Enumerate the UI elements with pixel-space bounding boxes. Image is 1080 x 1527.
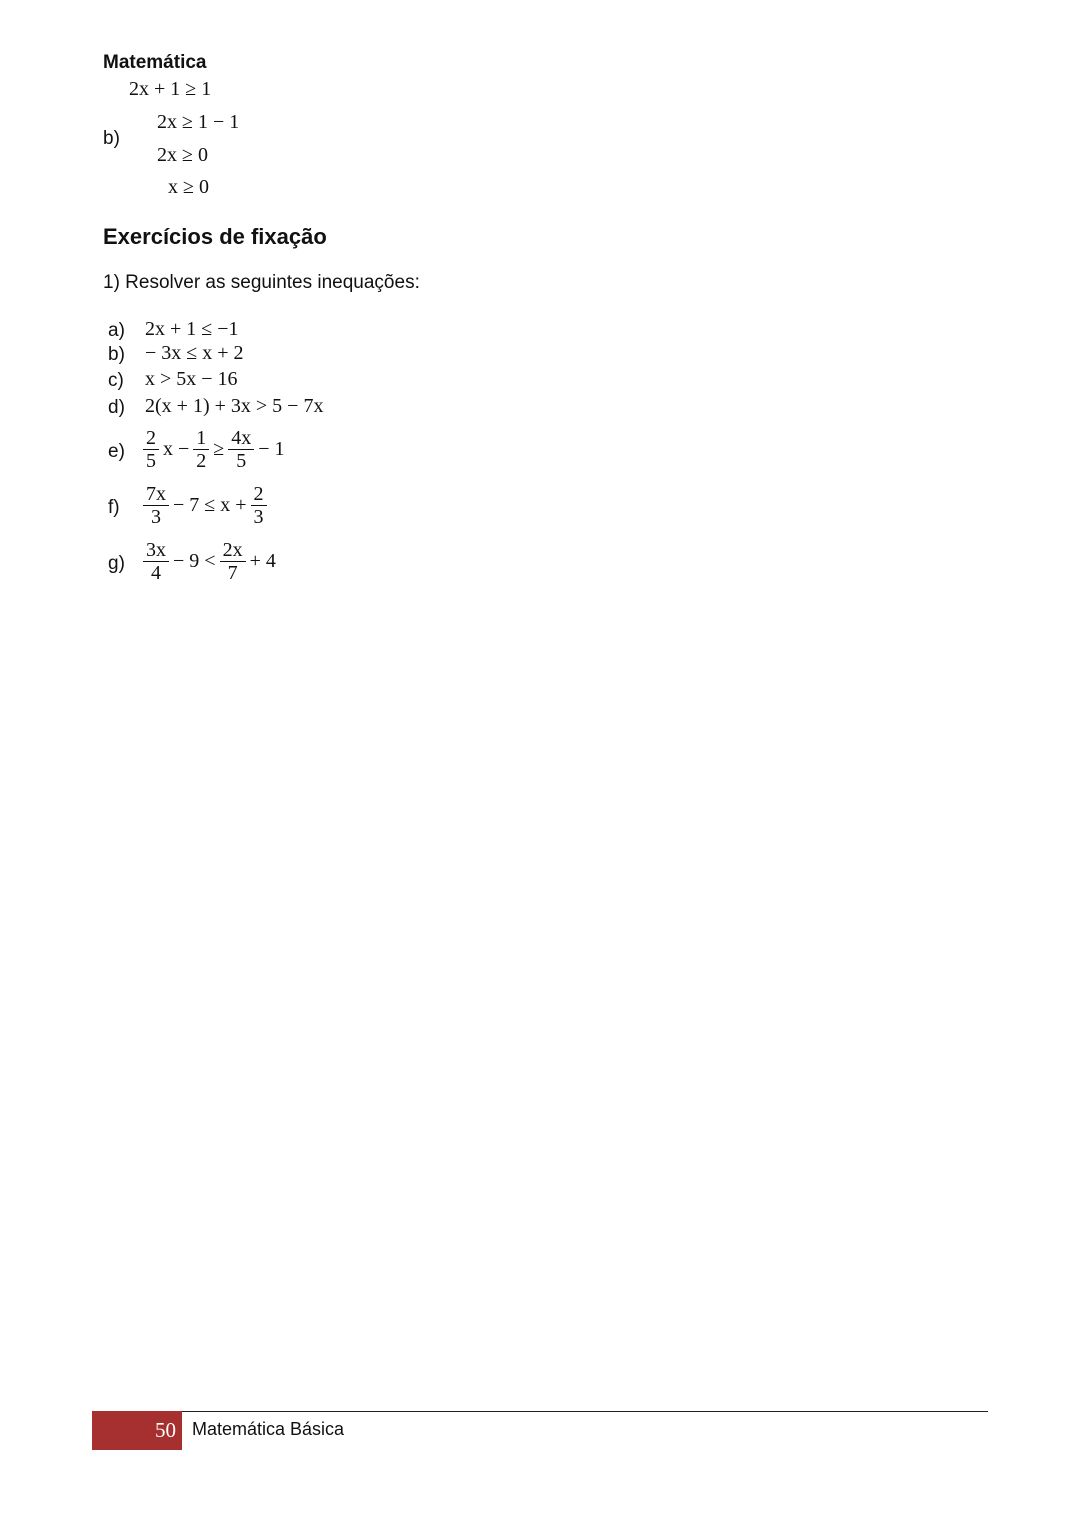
expr-text: ≥ <box>213 438 225 460</box>
denominator: 3 <box>151 506 161 528</box>
denominator: 2 <box>196 450 207 472</box>
expr-text: − 7 ≤ x + <box>173 494 247 516</box>
solution-line-3: 2x ≥ 0 <box>157 144 208 166</box>
exercise-e-expr <box>141 427 287 472</box>
numerator: 2 <box>143 427 159 450</box>
exercise-d-label: d) <box>108 397 125 418</box>
denominator: 5 <box>236 450 247 472</box>
exercise-d-expr: 2(x + 1) + 3x > 5 − 7x <box>145 395 324 417</box>
exercise-a-label: a) <box>108 320 125 341</box>
solution-line-4: x ≥ 0 <box>168 176 209 198</box>
exercise-c-label: c) <box>108 370 124 391</box>
fraction <box>143 539 169 584</box>
exercise-b-expr: − 3x ≤ x + 2 <box>145 342 244 364</box>
numerator: 1 <box>193 427 209 450</box>
exercise-f-label: f) <box>108 497 120 518</box>
expr-text: + 4 <box>249 550 276 572</box>
denominator: 7 <box>227 562 238 584</box>
numerator: 3x <box>143 539 169 562</box>
exercise-c-expr: x > 5x − 16 <box>145 368 238 390</box>
expr-text: − 1 <box>258 438 285 460</box>
section-title: Exercícios de fixação <box>103 224 327 249</box>
exercise-f-expr <box>141 483 269 528</box>
exercise-e-label: e) <box>108 441 125 462</box>
fraction <box>228 427 254 472</box>
exercise-g-label: g) <box>108 553 125 574</box>
page-number: 50 <box>155 1418 176 1442</box>
solution-line-2: 2x ≥ 1 − 1 <box>157 111 240 133</box>
fraction <box>251 483 267 528</box>
fraction <box>143 483 169 528</box>
numerator: 4x <box>228 427 254 450</box>
denominator: 3 <box>253 506 264 528</box>
numerator: 7x <box>143 483 169 506</box>
exercise-a-expr: 2x + 1 ≤ −1 <box>145 318 239 340</box>
expr-text: − 9 < <box>173 550 216 572</box>
instruction-text: 1) Resolver as seguintes inequações: <box>103 272 420 293</box>
solution-label: b) <box>103 128 120 149</box>
denominator: 4 <box>151 562 161 584</box>
numerator: 2 <box>251 483 267 506</box>
fraction <box>143 427 159 472</box>
exercise-g-expr <box>141 539 278 584</box>
page-header: Matemática <box>103 52 207 73</box>
solution-line-1: 2x + 1 ≥ 1 <box>129 78 212 100</box>
fraction <box>193 427 209 472</box>
footer-divider <box>92 1411 988 1412</box>
footer-book-title: Matemática Básica <box>192 1419 345 1439</box>
expr-text: x − <box>163 438 190 460</box>
fraction <box>220 539 246 584</box>
exercise-b-label: b) <box>108 344 125 365</box>
denominator: 5 <box>146 450 156 472</box>
numerator: 2x <box>220 539 246 562</box>
